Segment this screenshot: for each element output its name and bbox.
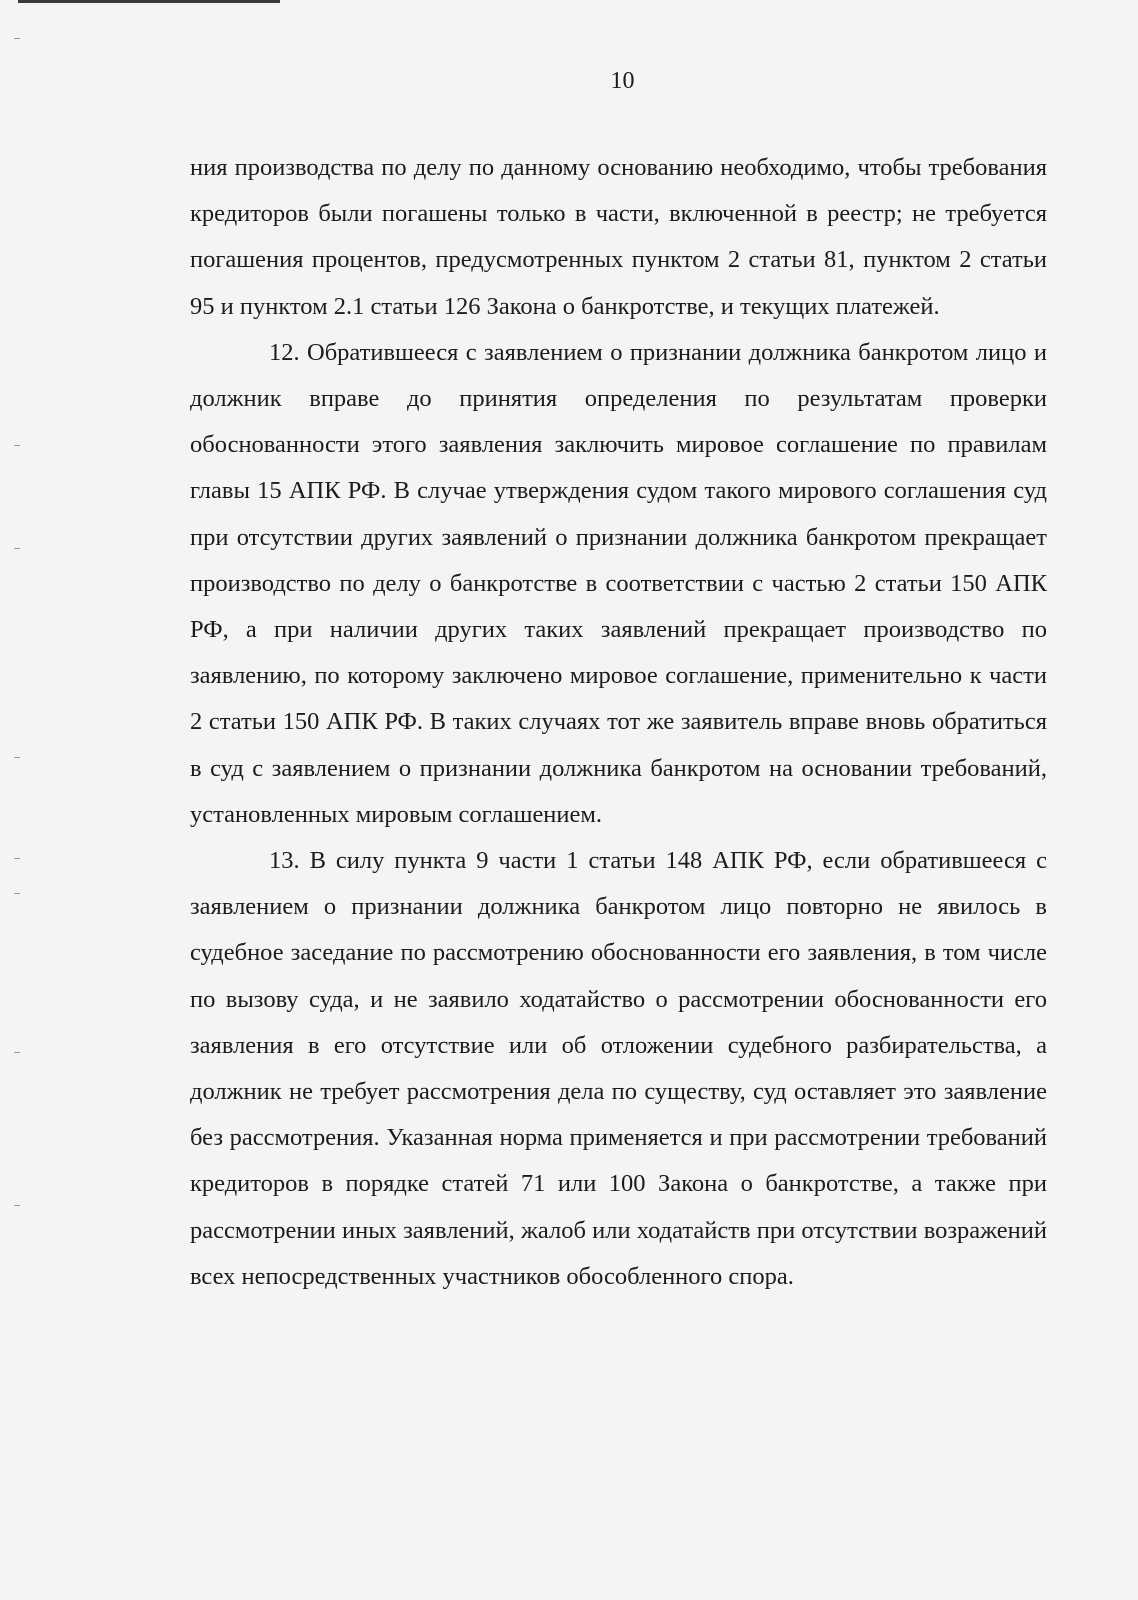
scan-margin-mark bbox=[14, 893, 20, 894]
scan-margin-mark bbox=[14, 757, 20, 758]
scan-margin-mark bbox=[14, 858, 20, 859]
scan-margin-mark bbox=[14, 1205, 20, 1206]
scan-margin-mark bbox=[14, 38, 20, 39]
paragraph-continuation: ния производства по делу по данному основанию необходимо, чтобы требования кредиторов были погашены только в части, включенной в реестр; не требуется погашения процентов, предусмотренных пунктом 2 статьи 81, пунктом 2 статьи 95 и пунктом 2.1 статьи 126 Закона о банкротстве, и текущих платежей. bbox=[190, 154, 1047, 320]
page-number: 10 bbox=[610, 68, 635, 94]
paragraph-item-13: 13. В силу пункта 9 части 1 статьи 148 АПК РФ, если обратившееся с заявлением о признании должника банкротом лицо повторно не явилось в судебное заседание по рассмотрению обоснованности его заявления, в том числе по вызову суда, и не заявило ходатайство о рассмотрении обоснованности его заявления в его отсутствие или об отложении судебного разбирательства, а должник не требует рассмотрения дела по существу, суд оставляет это заявление без рассмотрения. Указанная норма применяется и при рассмотрении требований кредиторов в порядке статей 71 или 100 Закона о банкротстве, а также при рассмотрении иных заявлений, жалоб или ходатайств при отсутствии возражений всех непосредственных участников обособленного спора. bbox=[190, 847, 1047, 1290]
document-body bbox=[190, 145, 1047, 1300]
scan-margin-mark bbox=[14, 445, 20, 446]
scan-margin-mark bbox=[14, 1052, 20, 1053]
scan-margin-mark bbox=[14, 548, 20, 549]
paragraph-item-12: 12. Обратившееся с заявлением о признании должника банкротом лицо и должник вправе до принятия определения по результатам проверки обоснованности этого заявления заключить мировое соглашение по правилам главы 15 АПК РФ. В случае утверждения судом такого мирового соглашения суд при отсутствии других заявлений о признании должника банкротом прекращает производство по делу о банкротстве в соответствии с частью 2 статьи 150 АПК РФ, а при наличии других таких заявлений прекращает производство по заявлению, по которому заключено мировое соглашение, применительно к части 2 статьи 150 АПК РФ. В таких случаях тот же заявитель вправе вновь обратиться в суд с заявлением о признании должника банкротом на основании требований, установленных мировым соглашением. bbox=[190, 338, 1047, 828]
scan-edge-line bbox=[18, 0, 280, 3]
